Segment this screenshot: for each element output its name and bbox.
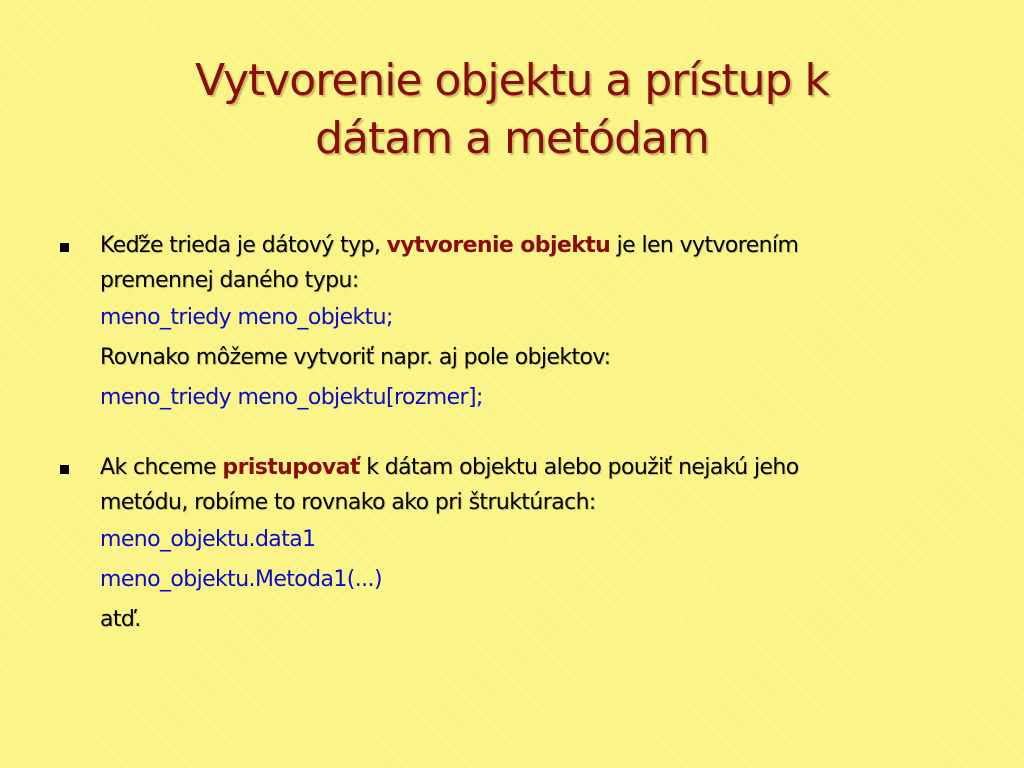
bullet-1-text-after: je len vytvorením: [610, 233, 799, 258]
bullet-2-highlight: pristupovať: [222, 455, 360, 480]
bullet-2-line-2: metódu, robíme to rovnako ako pri štruktúrach:: [100, 490, 596, 515]
bullet-2-code-line-1: meno_objektu.data1: [100, 527, 316, 552]
bullet-item-2: [60, 450, 965, 520]
bullet-2-ending: atď.: [100, 607, 141, 632]
square-bullet-icon: [60, 465, 69, 474]
bullet-1-line-2: premennej daného typu:: [100, 268, 359, 293]
bullet-1-note: Rovnako môžeme vytvoriť napr. aj pole objektov:: [100, 345, 611, 370]
square-bullet-icon: [60, 243, 69, 252]
bullet-item-1: [60, 228, 965, 298]
slide-title: [80, 52, 944, 168]
slide-body: [60, 228, 965, 640]
bullet-2-code-line-2: meno_objektu.Metoda1(...): [100, 567, 382, 592]
bullet-1-code-line-2: meno_triedy meno_objektu[rozmer];: [100, 385, 483, 410]
bullet-1-code-line-1: meno_triedy meno_objektu;: [100, 305, 393, 330]
bullet-2-text-before: Ak chceme: [100, 455, 223, 480]
bullet-1-text-before: Keďže trieda je dátový typ,: [100, 233, 387, 258]
bullet-2-text-after: k dátam objektu alebo použiť nejakú jeho: [359, 455, 799, 480]
title-line-2: dátam a metódam: [315, 113, 709, 164]
title-line-1: Vytvorenie objektu a prístup k: [195, 55, 829, 106]
bullet-1-highlight: vytvorenie objektu: [386, 233, 611, 258]
bullet-spacer: [60, 418, 965, 450]
